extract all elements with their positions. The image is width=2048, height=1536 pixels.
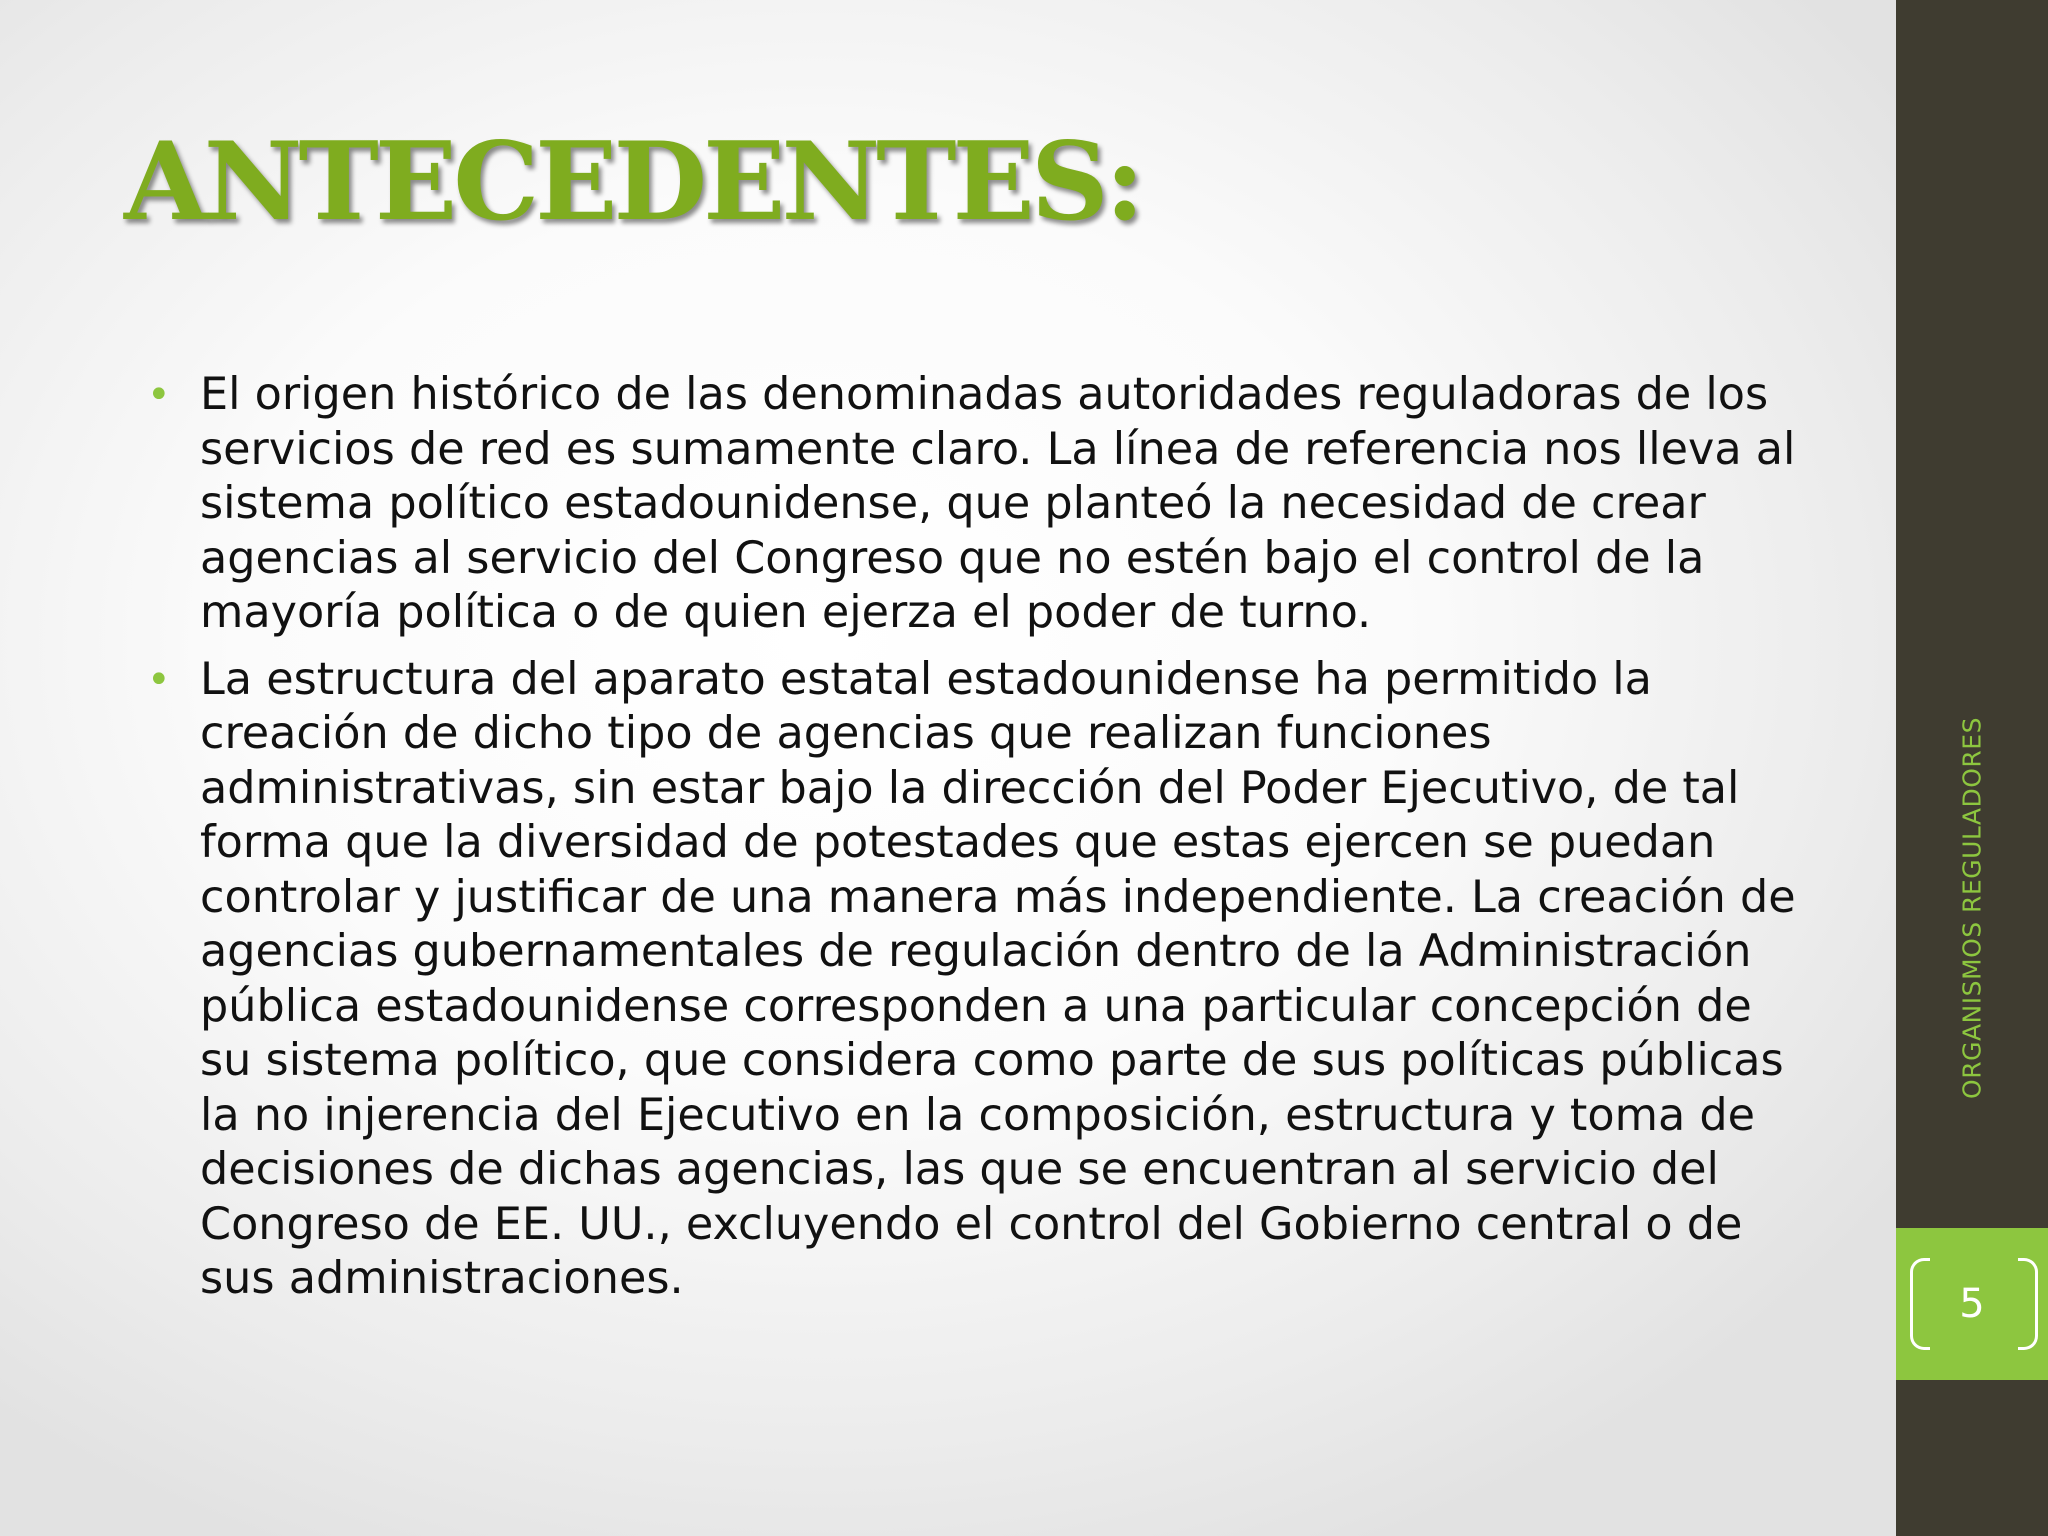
page-number-box — [1896, 1228, 2048, 1380]
bullet-text: La estructura del aparato estatal estadounidense ha permitido la creación de dicho tipo de agencias que realizan funciones administrativas, sin estar bajo la dirección del Poder Ejecutivo, de tal forma que la diversidad de potestades que estas ejercen se puedan controlar y justificar de una manera más independiente. La creación de agencias gubernamentales de regulación dentro de la Administración pública estadounidense corresponden a una particular concepción de su sistema político, que considera como parte de sus políticas públicas la no injerencia del Ejecutivo en la composición, estructura y toma de decisiones de dichas agencias, las que se encuentran al servicio del Congreso de EE. UU., excluyendo el control del Gobierno central o de sus administraciones. — [200, 653, 1796, 1304]
bullet-marker: • — [147, 656, 171, 703]
bullet-list — [147, 368, 1797, 1319]
slide-title: ANTECEDENTES: — [124, 119, 1141, 245]
page-number: 5 — [1959, 1281, 1985, 1327]
bullet-item — [147, 368, 1797, 641]
bullet-item — [147, 653, 1797, 1307]
bullet-marker: • — [147, 372, 171, 418]
sidebar-label: ORGANISMOS REGULADORES — [1957, 717, 1987, 1099]
bullet-text: El origen histórico de las denominadas autoridades reguladoras de los servicios de red es sumamente claro. La línea de referencia nos lleva al sistema político estadounidense, que planteó la necesidad de crear agencias al servicio del Congreso que no estén bajo el control de la mayoría política o de quien ejerza el poder de turno. — [200, 369, 1796, 638]
